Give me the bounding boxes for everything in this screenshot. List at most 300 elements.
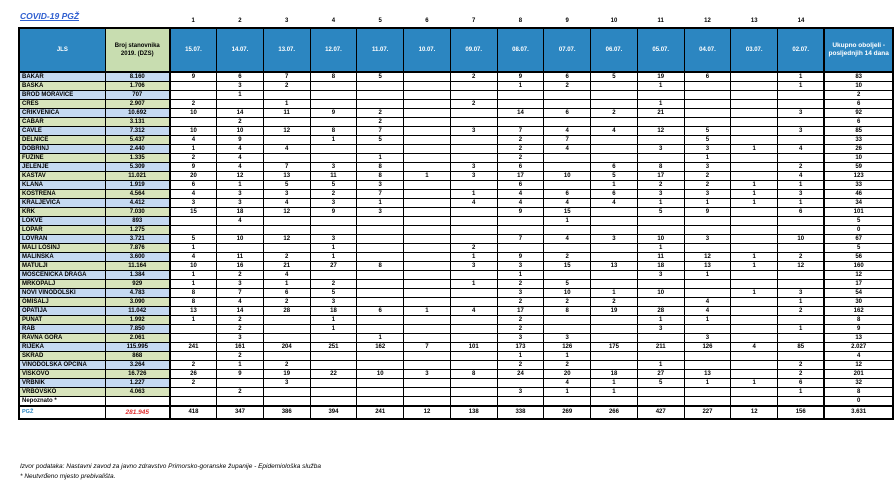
daily-cases: 1 bbox=[170, 271, 217, 280]
covid-cases-table bbox=[18, 16, 894, 420]
daily-cases bbox=[450, 334, 497, 343]
daily-cases bbox=[731, 163, 778, 172]
day-number: 11 bbox=[637, 16, 684, 28]
population: 7.850 bbox=[105, 325, 170, 334]
population bbox=[105, 397, 170, 407]
daily-cases bbox=[778, 136, 825, 145]
municipality-name: Nepoznato * bbox=[19, 397, 105, 407]
municipality-name: ČAVLE bbox=[19, 127, 105, 136]
daily-cases: 3 bbox=[450, 127, 497, 136]
daily-cases: 6 bbox=[170, 181, 217, 190]
daily-cases: 9 bbox=[497, 72, 544, 82]
daily-cases: 11 bbox=[310, 172, 357, 181]
daily-cases: 4 bbox=[591, 127, 638, 136]
daily-cases bbox=[497, 91, 544, 100]
daily-cases: 4 bbox=[263, 271, 310, 280]
daily-cases: 1 bbox=[217, 181, 264, 190]
daily-cases: 1 bbox=[731, 199, 778, 208]
daily-cases bbox=[450, 361, 497, 370]
daily-cases bbox=[684, 217, 731, 226]
table-row bbox=[19, 118, 893, 127]
municipality-name: MRKOPALJ bbox=[19, 280, 105, 289]
date-header: 13.07. bbox=[263, 28, 310, 72]
daily-cases: 3 bbox=[357, 208, 404, 217]
daily-cases: 1 bbox=[684, 154, 731, 163]
daily-cases bbox=[637, 136, 684, 145]
municipality-name: DELNICE bbox=[19, 136, 105, 145]
daily-cases bbox=[357, 244, 404, 253]
table-row bbox=[19, 82, 893, 91]
daily-cases: 7 bbox=[497, 127, 544, 136]
daily-cases: 3 bbox=[310, 298, 357, 307]
total-header: Ukupno oboljeli - posljednjih 14 dana bbox=[824, 28, 893, 72]
daily-cases bbox=[544, 244, 591, 253]
total-14-days: 4 bbox=[824, 352, 893, 361]
daily-cases: 8 bbox=[637, 163, 684, 172]
daily-cases: 1 bbox=[637, 244, 684, 253]
daily-cases bbox=[357, 82, 404, 91]
daily-cases bbox=[731, 235, 778, 244]
daily-cases: 17 bbox=[497, 307, 544, 316]
daily-cases: 1 bbox=[731, 379, 778, 388]
daily-cases: 2 bbox=[544, 361, 591, 370]
daily-cases bbox=[217, 244, 264, 253]
daily-cases: 10 bbox=[778, 235, 825, 244]
total-14-days: 5 bbox=[824, 217, 893, 226]
daily-cases: 175 bbox=[591, 343, 638, 352]
source-note: Izvor podataka: Nastavni zavod za javno zdravstvo Primorsko-goranske županije - Epidemiološka služba bbox=[20, 463, 321, 470]
jls-header: JLS bbox=[19, 28, 105, 72]
daily-cases bbox=[778, 271, 825, 280]
daily-cases bbox=[544, 397, 591, 407]
daily-cases bbox=[591, 334, 638, 343]
daily-cases bbox=[263, 316, 310, 325]
daily-cases: 3 bbox=[450, 262, 497, 271]
daily-cases bbox=[357, 217, 404, 226]
daily-cases: 17 bbox=[637, 172, 684, 181]
daily-cases bbox=[497, 397, 544, 407]
daily-cases bbox=[404, 334, 451, 343]
daily-cases: 5 bbox=[591, 172, 638, 181]
date-header: 10.07. bbox=[404, 28, 451, 72]
summary-daily-cases: 427 bbox=[637, 406, 684, 419]
municipality-name: LOVRAN bbox=[19, 235, 105, 244]
summary-population: 281.945 bbox=[105, 406, 170, 419]
daily-cases: 1 bbox=[404, 307, 451, 316]
total-14-days: 46 bbox=[824, 190, 893, 199]
daily-cases bbox=[684, 361, 731, 370]
daily-cases bbox=[310, 217, 357, 226]
daily-cases bbox=[591, 145, 638, 154]
daily-cases bbox=[404, 163, 451, 172]
table-row bbox=[19, 199, 893, 208]
population: 7.312 bbox=[105, 127, 170, 136]
daily-cases bbox=[778, 334, 825, 343]
total-14-days: 32 bbox=[824, 379, 893, 388]
daily-cases: 2 bbox=[217, 325, 264, 334]
daily-cases bbox=[170, 334, 217, 343]
daily-cases: 2 bbox=[450, 244, 497, 253]
daily-cases: 7 bbox=[404, 343, 451, 352]
header-row bbox=[19, 28, 893, 72]
daily-cases bbox=[778, 118, 825, 127]
daily-cases bbox=[310, 82, 357, 91]
daily-cases: 10 bbox=[170, 109, 217, 118]
daily-cases bbox=[357, 352, 404, 361]
population: 4.564 bbox=[105, 190, 170, 199]
daily-cases: 3 bbox=[684, 334, 731, 343]
daily-cases: 20 bbox=[544, 370, 591, 379]
daily-cases: 2 bbox=[778, 370, 825, 379]
daily-cases: 1 bbox=[357, 199, 404, 208]
municipality-name: OMIŠALJ bbox=[19, 298, 105, 307]
daily-cases: 126 bbox=[544, 343, 591, 352]
daily-cases: 1 bbox=[684, 199, 731, 208]
population: 2.061 bbox=[105, 334, 170, 343]
daily-cases bbox=[404, 109, 451, 118]
daily-cases bbox=[263, 388, 310, 397]
daily-cases: 2 bbox=[497, 325, 544, 334]
date-header: 05.07. bbox=[637, 28, 684, 72]
daily-cases: 9 bbox=[170, 163, 217, 172]
daily-cases: 2 bbox=[310, 190, 357, 199]
daily-cases bbox=[357, 361, 404, 370]
total-14-days: 201 bbox=[824, 370, 893, 379]
daily-cases: 2 bbox=[497, 145, 544, 154]
daily-cases bbox=[731, 109, 778, 118]
daily-cases: 3 bbox=[497, 388, 544, 397]
daily-cases bbox=[731, 154, 778, 163]
daily-cases: 4 bbox=[544, 235, 591, 244]
daily-cases: 11 bbox=[637, 253, 684, 262]
municipality-name: VINODOLSKA OPĆINA bbox=[19, 361, 105, 370]
daily-cases: 1 bbox=[497, 271, 544, 280]
daily-cases: 1 bbox=[497, 82, 544, 91]
daily-cases: 12 bbox=[263, 235, 310, 244]
daily-cases bbox=[310, 226, 357, 235]
total-14-days: 30 bbox=[824, 298, 893, 307]
daily-cases bbox=[404, 316, 451, 325]
day-number: 7 bbox=[450, 16, 497, 28]
daily-cases bbox=[450, 82, 497, 91]
daily-cases: 5 bbox=[310, 181, 357, 190]
daily-cases bbox=[731, 72, 778, 82]
daily-cases: 5 bbox=[637, 379, 684, 388]
daily-cases: 28 bbox=[263, 307, 310, 316]
daily-cases: 1 bbox=[544, 217, 591, 226]
municipality-name: LOKVE bbox=[19, 217, 105, 226]
daily-cases: 2 bbox=[217, 316, 264, 325]
daily-cases bbox=[357, 91, 404, 100]
table-row bbox=[19, 253, 893, 262]
daily-cases: 2 bbox=[497, 154, 544, 163]
daily-cases: 2 bbox=[497, 280, 544, 289]
daily-cases bbox=[450, 118, 497, 127]
population: 1.335 bbox=[105, 154, 170, 163]
daily-cases: 18 bbox=[310, 307, 357, 316]
daily-cases: 3 bbox=[591, 235, 638, 244]
daily-cases: 3 bbox=[497, 262, 544, 271]
daily-cases: 4 bbox=[217, 145, 264, 154]
daily-cases bbox=[404, 136, 451, 145]
daily-cases: 12 bbox=[263, 208, 310, 217]
footnote: * Neutvrđeno mjesto prebivališta. bbox=[20, 473, 116, 480]
municipality-name: BROD MORAVICE bbox=[19, 91, 105, 100]
daily-cases bbox=[450, 208, 497, 217]
total-14-days: 83 bbox=[824, 72, 893, 82]
daily-cases: 3 bbox=[684, 190, 731, 199]
daily-cases bbox=[357, 100, 404, 109]
daily-cases: 1 bbox=[778, 325, 825, 334]
daily-cases: 1 bbox=[731, 289, 778, 298]
daily-cases: 101 bbox=[450, 343, 497, 352]
daily-cases: 3 bbox=[778, 289, 825, 298]
daily-cases bbox=[544, 271, 591, 280]
table-row bbox=[19, 127, 893, 136]
daily-cases: 5 bbox=[310, 289, 357, 298]
daily-cases: 3 bbox=[450, 172, 497, 181]
daily-cases bbox=[170, 226, 217, 235]
daily-cases: 5 bbox=[684, 136, 731, 145]
population: 1.706 bbox=[105, 82, 170, 91]
page-title: COVID-19 PGŽ bbox=[20, 11, 80, 21]
daily-cases: 7 bbox=[357, 190, 404, 199]
daily-cases: 4 bbox=[217, 163, 264, 172]
daily-cases: 18 bbox=[591, 370, 638, 379]
daily-cases: 1 bbox=[731, 145, 778, 154]
daily-cases bbox=[684, 226, 731, 235]
daily-cases: 1 bbox=[778, 298, 825, 307]
daily-cases: 1 bbox=[310, 253, 357, 262]
daily-cases bbox=[450, 91, 497, 100]
municipality-name: MOŠĆENIČKA DRAGA bbox=[19, 271, 105, 280]
daily-cases: 1 bbox=[310, 325, 357, 334]
daily-cases: 2 bbox=[217, 352, 264, 361]
municipality-name: LOPAR bbox=[19, 226, 105, 235]
population: 4.412 bbox=[105, 199, 170, 208]
total-14-days: 0 bbox=[824, 226, 893, 235]
daily-cases: 5 bbox=[357, 72, 404, 82]
table-row bbox=[19, 316, 893, 325]
date-header: 07.07. bbox=[544, 28, 591, 72]
total-14-days: 56 bbox=[824, 253, 893, 262]
daily-cases: 1 bbox=[357, 154, 404, 163]
table-row bbox=[19, 280, 893, 289]
table-row bbox=[19, 244, 893, 253]
total-14-days: 9 bbox=[824, 325, 893, 334]
daily-cases: 27 bbox=[310, 262, 357, 271]
daily-cases bbox=[450, 145, 497, 154]
daily-cases bbox=[778, 217, 825, 226]
daily-cases: 1 bbox=[731, 253, 778, 262]
daily-cases: 8 bbox=[310, 72, 357, 82]
municipality-name: BAKAR bbox=[19, 72, 105, 82]
daily-cases bbox=[731, 136, 778, 145]
daily-cases bbox=[684, 82, 731, 91]
daily-cases: 7 bbox=[263, 163, 310, 172]
total-14-days: 33 bbox=[824, 181, 893, 190]
daily-cases bbox=[404, 72, 451, 82]
table-row bbox=[19, 262, 893, 271]
daily-cases: 204 bbox=[263, 343, 310, 352]
date-header: 08.07. bbox=[497, 28, 544, 72]
daily-cases bbox=[731, 280, 778, 289]
daily-cases: 5 bbox=[170, 235, 217, 244]
daily-cases: 1 bbox=[731, 262, 778, 271]
daily-cases: 9 bbox=[684, 208, 731, 217]
daily-cases: 2 bbox=[217, 118, 264, 127]
total-14-days: 12 bbox=[824, 271, 893, 280]
daily-cases bbox=[357, 388, 404, 397]
daily-cases bbox=[404, 361, 451, 370]
daily-cases: 3 bbox=[497, 289, 544, 298]
daily-cases bbox=[404, 352, 451, 361]
daily-cases bbox=[357, 397, 404, 407]
daily-cases: 3 bbox=[637, 145, 684, 154]
population: 5.309 bbox=[105, 163, 170, 172]
daily-cases bbox=[637, 217, 684, 226]
summary-daily-cases: 227 bbox=[684, 406, 731, 419]
population: 868 bbox=[105, 352, 170, 361]
daily-cases: 8 bbox=[170, 298, 217, 307]
daily-cases: 4 bbox=[684, 307, 731, 316]
daily-cases bbox=[263, 154, 310, 163]
municipality-name: RAB bbox=[19, 325, 105, 334]
daily-cases: 3 bbox=[778, 190, 825, 199]
daily-cases bbox=[497, 118, 544, 127]
daily-cases: 2 bbox=[263, 253, 310, 262]
daily-cases: 1 bbox=[170, 145, 217, 154]
daily-cases: 2 bbox=[170, 154, 217, 163]
population: 707 bbox=[105, 91, 170, 100]
daily-cases bbox=[357, 235, 404, 244]
daily-cases: 2 bbox=[263, 298, 310, 307]
daily-cases: 6 bbox=[544, 109, 591, 118]
daily-cases: 6 bbox=[497, 181, 544, 190]
day-number: 10 bbox=[591, 16, 638, 28]
population: 11.021 bbox=[105, 172, 170, 181]
daily-cases: 2 bbox=[544, 253, 591, 262]
daily-cases bbox=[731, 100, 778, 109]
daily-cases bbox=[731, 370, 778, 379]
total-14-days: 2 bbox=[824, 91, 893, 100]
daily-cases: 1 bbox=[591, 181, 638, 190]
summary-daily-cases: 138 bbox=[450, 406, 497, 419]
daily-cases: 1 bbox=[404, 172, 451, 181]
summary-daily-cases: 394 bbox=[310, 406, 357, 419]
daily-cases bbox=[731, 325, 778, 334]
daily-cases: 21 bbox=[263, 262, 310, 271]
population: 1.992 bbox=[105, 316, 170, 325]
daily-cases bbox=[310, 91, 357, 100]
daily-cases bbox=[684, 289, 731, 298]
table-row bbox=[19, 91, 893, 100]
daily-cases: 4 bbox=[450, 307, 497, 316]
daily-cases bbox=[637, 352, 684, 361]
municipality-name: RIJEKA bbox=[19, 343, 105, 352]
daily-cases bbox=[591, 208, 638, 217]
total-14-days: 85 bbox=[824, 127, 893, 136]
daily-cases bbox=[637, 226, 684, 235]
total-14-days: 67 bbox=[824, 235, 893, 244]
daily-cases bbox=[778, 154, 825, 163]
daily-cases bbox=[591, 352, 638, 361]
daily-cases: 2 bbox=[497, 136, 544, 145]
daily-cases: 6 bbox=[591, 190, 638, 199]
daily-cases bbox=[637, 388, 684, 397]
daily-cases bbox=[310, 100, 357, 109]
daily-cases bbox=[544, 100, 591, 109]
population: 11.164 bbox=[105, 262, 170, 271]
daily-cases bbox=[404, 298, 451, 307]
daily-cases: 6 bbox=[591, 163, 638, 172]
daily-cases bbox=[637, 154, 684, 163]
daily-cases: 2 bbox=[684, 181, 731, 190]
total-14-days: 162 bbox=[824, 307, 893, 316]
municipality-name: CRES bbox=[19, 100, 105, 109]
total-14-days: 6 bbox=[824, 100, 893, 109]
daily-cases bbox=[450, 325, 497, 334]
daily-cases bbox=[404, 235, 451, 244]
daily-cases: 7 bbox=[544, 136, 591, 145]
population: 1.227 bbox=[105, 379, 170, 388]
daily-cases bbox=[310, 388, 357, 397]
daily-cases bbox=[263, 91, 310, 100]
daily-cases: 1 bbox=[637, 361, 684, 370]
daily-cases: 2 bbox=[217, 388, 264, 397]
daily-cases bbox=[217, 226, 264, 235]
total-14-days: 10 bbox=[824, 82, 893, 91]
total-14-days: 123 bbox=[824, 172, 893, 181]
daily-cases: 4 bbox=[263, 145, 310, 154]
table-row bbox=[19, 172, 893, 181]
daily-cases: 12 bbox=[637, 127, 684, 136]
daily-cases: 3 bbox=[684, 145, 731, 154]
daily-cases bbox=[263, 325, 310, 334]
day-number: 8 bbox=[497, 16, 544, 28]
daily-cases: 18 bbox=[217, 208, 264, 217]
daily-cases: 8 bbox=[450, 370, 497, 379]
daily-cases: 2 bbox=[170, 379, 217, 388]
daily-cases bbox=[357, 298, 404, 307]
daily-cases: 85 bbox=[778, 343, 825, 352]
total-14-days: 8 bbox=[824, 316, 893, 325]
daily-cases bbox=[404, 397, 451, 407]
daily-cases bbox=[731, 334, 778, 343]
municipality-name: VRBOVSKO bbox=[19, 388, 105, 397]
daily-cases bbox=[450, 217, 497, 226]
daily-cases bbox=[591, 82, 638, 91]
daily-cases: 1 bbox=[170, 316, 217, 325]
daily-cases bbox=[404, 217, 451, 226]
daily-cases bbox=[544, 118, 591, 127]
daily-cases bbox=[778, 100, 825, 109]
total-14-days: 5 bbox=[824, 244, 893, 253]
spacer-cell bbox=[824, 16, 893, 28]
daily-cases bbox=[450, 136, 497, 145]
daily-cases: 3 bbox=[450, 163, 497, 172]
daily-cases bbox=[450, 352, 497, 361]
total-14-days: 26 bbox=[824, 145, 893, 154]
date-header: 03.07. bbox=[731, 28, 778, 72]
daily-cases bbox=[404, 244, 451, 253]
summary-daily-cases: 269 bbox=[544, 406, 591, 419]
table-row bbox=[19, 72, 893, 82]
daily-cases bbox=[731, 307, 778, 316]
table-row bbox=[19, 307, 893, 316]
daily-cases: 3 bbox=[310, 235, 357, 244]
daily-cases: 27 bbox=[637, 370, 684, 379]
